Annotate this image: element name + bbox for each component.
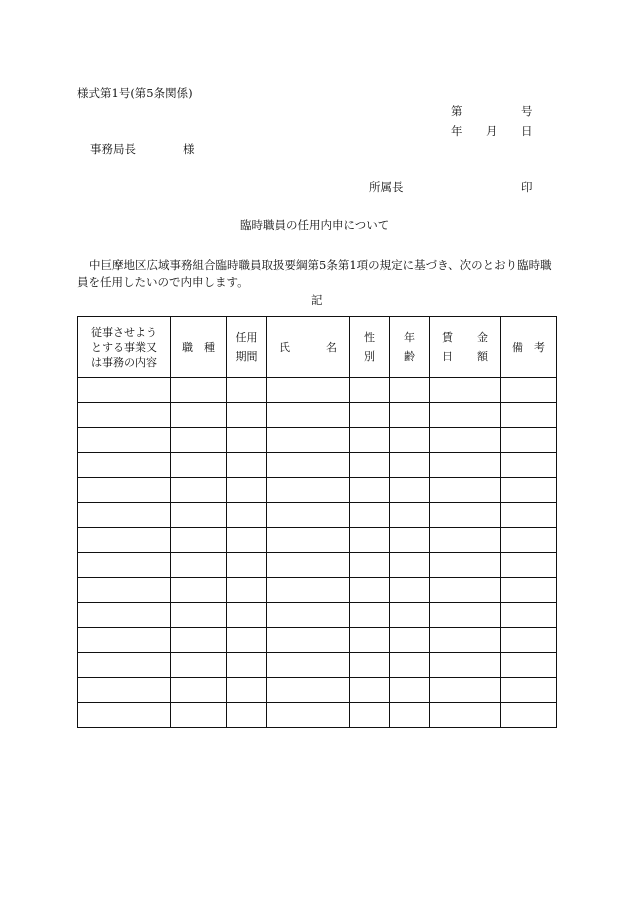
header-name: [267, 317, 350, 378]
table-row: [78, 653, 557, 678]
seal-mark: 印: [521, 180, 533, 194]
cell-name: [267, 628, 350, 653]
cell-work-content: [78, 528, 171, 553]
cell-age: [390, 653, 430, 678]
table-row: [78, 603, 557, 628]
table-row: [78, 578, 557, 603]
cell-name: [267, 553, 350, 578]
cell-remarks: [501, 628, 557, 653]
cell-job-type: [171, 453, 227, 478]
table-row: [78, 528, 557, 553]
form-number: 様式第1号(第5条関係): [77, 86, 193, 100]
cell-sex: [350, 653, 390, 678]
header-wage-a: 賃: [442, 331, 453, 344]
cell-job-type: [171, 678, 227, 703]
cell-daily-wage: [430, 578, 501, 603]
addressee-honorific: 様: [183, 142, 195, 156]
appointment-table: [77, 316, 557, 728]
cell-age: [390, 503, 430, 528]
date-year: 年: [451, 124, 463, 138]
cell-sex: [350, 578, 390, 603]
cell-term: [227, 653, 267, 678]
header-term-line2: 期間: [235, 350, 258, 363]
cell-name: [267, 653, 350, 678]
cell-name: [267, 478, 350, 503]
doc-number-prefix: 第: [451, 104, 463, 118]
cell-term: [227, 453, 267, 478]
header-remarks: 備 考: [501, 317, 557, 378]
cell-job-type: [171, 378, 227, 403]
cell-daily-wage: [430, 703, 501, 728]
cell-sex: [350, 703, 390, 728]
cell-term: [227, 603, 267, 628]
cell-term: [227, 503, 267, 528]
cell-work-content: [78, 428, 171, 453]
sender-title: 所属長: [369, 180, 404, 194]
header-job-type: 職 種: [171, 317, 227, 378]
cell-sex: [350, 503, 390, 528]
cell-name: [267, 603, 350, 628]
cell-daily-wage: [430, 403, 501, 428]
cell-work-content: [78, 703, 171, 728]
cell-sex: [350, 603, 390, 628]
cell-age: [390, 403, 430, 428]
header-wage-b: 金: [477, 331, 488, 344]
cell-name: [267, 403, 350, 428]
cell-work-content: [78, 453, 171, 478]
header-sex-line1: 性: [364, 331, 375, 344]
cell-daily-wage: [430, 453, 501, 478]
cell-work-content: [78, 653, 171, 678]
cell-daily-wage: [430, 503, 501, 528]
cell-age: [390, 678, 430, 703]
cell-remarks: [501, 553, 557, 578]
document-subject: 臨時職員の任用内申について: [240, 218, 390, 232]
header-term: [227, 317, 267, 378]
cell-term: [227, 478, 267, 503]
cell-daily-wage: [430, 528, 501, 553]
cell-name: [267, 378, 350, 403]
cell-job-type: [171, 653, 227, 678]
cell-remarks: [501, 453, 557, 478]
cell-remarks: [501, 428, 557, 453]
cell-term: [227, 553, 267, 578]
cell-remarks: [501, 403, 557, 428]
header-sex: [350, 317, 390, 378]
body-paragraph: 中巨摩地区広域事務組合臨時職員取扱要綱第5条第1項の規定に基づき、次のとおり臨時職員を任用したいので内申します。: [77, 258, 552, 289]
header-work-content-line2: とする事業又: [91, 340, 157, 354]
cell-name: [267, 578, 350, 603]
addressee-title: 事務局長: [90, 142, 136, 156]
cell-remarks: [501, 478, 557, 503]
table-row: [78, 503, 557, 528]
table-row: [78, 478, 557, 503]
cell-remarks: [501, 578, 557, 603]
cell-daily-wage: [430, 678, 501, 703]
cell-job-type: [171, 428, 227, 453]
table-row: [78, 453, 557, 478]
cell-age: [390, 553, 430, 578]
cell-work-content: [78, 628, 171, 653]
cell-daily-wage: [430, 628, 501, 653]
header-name-given: 名: [326, 340, 337, 354]
ki-heading: 記: [311, 293, 323, 307]
table-body: [78, 378, 557, 728]
cell-remarks: [501, 528, 557, 553]
cell-age: [390, 428, 430, 453]
cell-work-content: [78, 578, 171, 603]
table-row: [78, 403, 557, 428]
cell-remarks: [501, 378, 557, 403]
cell-age: [390, 478, 430, 503]
cell-term: [227, 528, 267, 553]
cell-sex: [350, 453, 390, 478]
header-age: [390, 317, 430, 378]
cell-name: [267, 703, 350, 728]
cell-sex: [350, 478, 390, 503]
cell-remarks: [501, 503, 557, 528]
cell-job-type: [171, 553, 227, 578]
cell-job-type: [171, 703, 227, 728]
header-age-line1: 年: [404, 331, 415, 344]
table-row: [78, 378, 557, 403]
header-work-content: [78, 317, 171, 378]
doc-number-suffix: 号: [521, 104, 533, 118]
cell-term: [227, 378, 267, 403]
cell-term: [227, 578, 267, 603]
cell-daily-wage: [430, 603, 501, 628]
cell-job-type: [171, 578, 227, 603]
cell-work-content: [78, 378, 171, 403]
table-row: [78, 628, 557, 653]
header-name-family: 氏: [279, 340, 290, 354]
cell-work-content: [78, 478, 171, 503]
cell-name: [267, 503, 350, 528]
header-sex-line2: 別: [364, 350, 375, 363]
cell-age: [390, 703, 430, 728]
cell-name: [267, 428, 350, 453]
cell-job-type: [171, 528, 227, 553]
header-daily-wage: [430, 317, 501, 378]
cell-job-type: [171, 628, 227, 653]
header-work-content-line1: 従事させよう: [91, 325, 157, 339]
cell-remarks: [501, 678, 557, 703]
header-age-line2: 齢: [404, 350, 415, 363]
header-work-content-line3: は事務の内容: [91, 355, 157, 369]
header-daily-b: 額: [477, 350, 488, 363]
cell-remarks: [501, 703, 557, 728]
cell-name: [267, 453, 350, 478]
cell-daily-wage: [430, 478, 501, 503]
cell-sex: [350, 553, 390, 578]
cell-name: [267, 528, 350, 553]
cell-age: [390, 628, 430, 653]
cell-sex: [350, 528, 390, 553]
header-term-line1: 任用: [235, 331, 258, 344]
cell-age: [390, 603, 430, 628]
cell-remarks: [501, 603, 557, 628]
table-row: [78, 703, 557, 728]
cell-term: [227, 628, 267, 653]
cell-daily-wage: [430, 378, 501, 403]
cell-sex: [350, 428, 390, 453]
cell-work-content: [78, 553, 171, 578]
cell-work-content: [78, 678, 171, 703]
cell-job-type: [171, 603, 227, 628]
cell-term: [227, 428, 267, 453]
cell-name: [267, 678, 350, 703]
cell-daily-wage: [430, 553, 501, 578]
cell-term: [227, 703, 267, 728]
cell-age: [390, 453, 430, 478]
date-day: 日: [521, 124, 533, 138]
cell-daily-wage: [430, 428, 501, 453]
cell-age: [390, 528, 430, 553]
cell-work-content: [78, 503, 171, 528]
cell-job-type: [171, 478, 227, 503]
cell-term: [227, 403, 267, 428]
cell-job-type: [171, 403, 227, 428]
date-month: 月: [486, 124, 498, 138]
cell-work-content: [78, 403, 171, 428]
table-row: [78, 428, 557, 453]
cell-age: [390, 578, 430, 603]
cell-sex: [350, 403, 390, 428]
cell-age: [390, 378, 430, 403]
cell-daily-wage: [430, 653, 501, 678]
header-daily-a: 日: [442, 350, 453, 363]
table-row: [78, 678, 557, 703]
cell-sex: [350, 378, 390, 403]
cell-term: [227, 678, 267, 703]
cell-job-type: [171, 503, 227, 528]
cell-sex: [350, 678, 390, 703]
cell-work-content: [78, 603, 171, 628]
cell-remarks: [501, 653, 557, 678]
cell-sex: [350, 628, 390, 653]
table-row: [78, 553, 557, 578]
table-header-row: [78, 317, 557, 378]
